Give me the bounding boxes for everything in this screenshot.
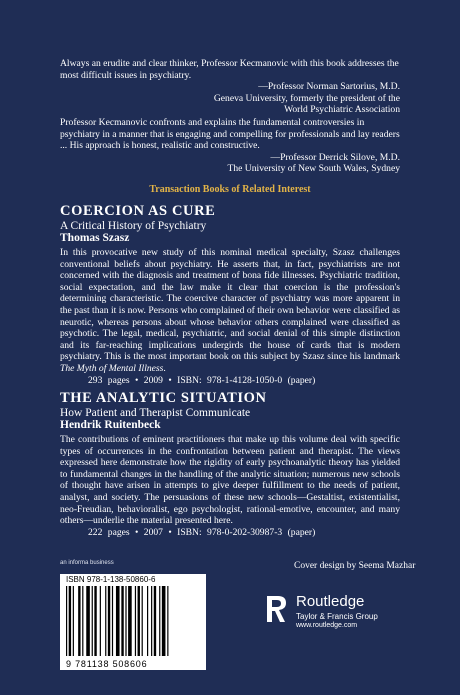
book-description: In this provocative new study of this nominal medical specialty, Szasz challenges conventional beliefs about psychiatry. He asserts that, in fact, psychiatrists are not concerned with the diagnosis and treatment of bona fide illnesses. Psychiatric tradition, social expectation, and the law make it clear that coercion is the profession's determining characteristic. The coercive character of psychiatry was more apparent in the past than it is now. Persons who complained of their own behavior were classified as neurotic, whereas persons about whose behavior others complained were classified as psychotic. The legal, medical, psychiatric, and social denial of this simple distinction and its far-reaching implications undergirds the house of cards that is modern psychiatry. This is the most important book on this subject by Szasz since his landmark The Myth of Mental Illness. bbox=[60, 247, 400, 374]
endorsement-attribution-affiliation: World Psychiatric Association bbox=[284, 104, 400, 116]
book-description: The contributions of eminent practitioners that make up this volume deal with specific types of occurrences in the confrontation between patient and therapist. The views expressed here demonstrate how the rigidity of early psychoanalytic theory has yielded to fundamental changes in the handling of the analytic situation; numerous new schools of thought have arisen in attempts to give deeper fulfillment to the needs of patient, analyst, and society. The persuasions of these new schools—Gestaltist, existentialist, neo-Freudian, behavioralist, ego psychologist, rational-emotive, encounter, and many others—underlie the material presented here. bbox=[60, 434, 400, 527]
book-subtitle: A Critical History of Psychiatry bbox=[60, 220, 207, 232]
publisher-name: Routledge bbox=[296, 593, 365, 610]
book-author: Thomas Szasz bbox=[60, 232, 130, 244]
endorsement-1 bbox=[60, 58, 400, 116]
endorsement-attribution-affiliation: The University of New South Wales, Sydney bbox=[227, 163, 400, 175]
barcode-bars bbox=[66, 586, 200, 656]
endorsement-2 bbox=[60, 117, 400, 175]
related-books-heading: Transaction Books of Related Interest bbox=[149, 184, 311, 195]
routledge-logo-icon bbox=[264, 594, 288, 624]
informa-business-label: an informa business bbox=[60, 560, 114, 566]
cover-design-credit: Cover design by Seema Mazhar bbox=[294, 561, 416, 571]
book-analytic-situation bbox=[60, 390, 400, 538]
book-subtitle: How Patient and Therapist Communicate bbox=[60, 407, 251, 419]
book-coercion-as-cure bbox=[60, 203, 400, 386]
endorsement-quote: Professor Kecmanovic confronts and explains the fundamental controversies in psychiatry in a manner that is engaging and compelling for professionals and lay readers ... His approach is honest, realistic and constructive. bbox=[60, 117, 400, 152]
publisher-website: www.routledge.com bbox=[296, 622, 358, 629]
barcode-isbn-top: ISBN 978-1-138-50860-6 bbox=[66, 575, 156, 584]
endorsement-attribution-name: —Professor Derrick Silove, M.D. bbox=[270, 151, 400, 163]
publisher-group: Taylor & Francis Group bbox=[296, 612, 378, 621]
endorsement-attribution-affiliation: Geneva University, formerly the president of the bbox=[213, 92, 400, 104]
book-title: THE ANALYTIC SITUATION bbox=[60, 390, 267, 406]
book-title: COERCION AS CURE bbox=[60, 203, 216, 219]
barcode-isbn-bottom: 9 781138 508606 bbox=[66, 659, 148, 669]
endorsement-attribution-name: —Professor Norman Sartorius, M.D. bbox=[258, 81, 400, 93]
book-meta: 293 pages • 2009 • ISBN: 978-1-4128-1050-0 (paper) bbox=[88, 374, 316, 386]
endorsement-quote: Always an erudite and clear thinker, Professor Kecmanovic with this book addresses the most difficult issues in psychiatry. bbox=[60, 58, 399, 81]
book-meta: 222 pages • 2007 • ISBN: 978-0-202-30987-3 (paper) bbox=[88, 526, 316, 538]
barcode bbox=[60, 574, 206, 670]
book-author: Hendrik Ruitenbeck bbox=[60, 419, 161, 431]
